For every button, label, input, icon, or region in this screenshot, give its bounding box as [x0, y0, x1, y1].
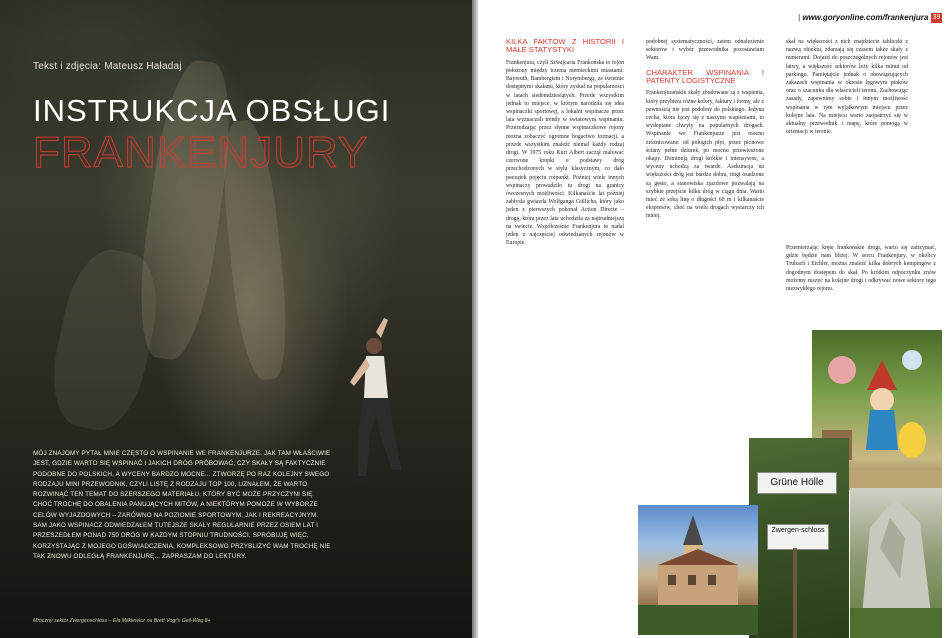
section-heading-history: KILKA FAKTÓW Z HISTORII I MAŁE STATYSTYKI	[506, 38, 624, 55]
text-column-2	[646, 38, 764, 498]
left-page-photo	[0, 0, 472, 638]
body-text: podobnej systematyczności, zatem odnalezienie sektorów i wybór przewodnika pozostawiam Wam.	[646, 39, 764, 62]
photo-caption: Mroczny sektor Zwergenschloss – Ela Milkiewicz na Brett Vogt's Geil-Weg 8+	[33, 618, 211, 624]
sign-board: Grüne Hölle	[757, 472, 837, 494]
body-text: Frankenjurańskie skały zbudowane są z wapienia, który przybiera różne kolory, faktury i formy, ale z pewnością nie jest podobny do polskiego. Jedyna cecha, która łączy się z naszymi wapieniami, to wydeptane chwyty na popularnych drogach. Wspinanie we Frankenjurze jest mocno zróżnicowane: od połogich płyt, przez pionowe ściany pełne dziurek, po mocno przewieszone okapy. Dominują drogi krótkie i intensywne, a wyceny uchodzą za twarde. Asekuracja na większości dróg jest bardzo dobra, ringi osadzone są gęsto, a stanowiska zjazdowe pozwalają na szybkie przejście kilku dróg w ciągu dnia. Warto mieć ze sobą linę o długości 60 m i kilkanaście ekspresów, choć na wielu drogach wystarczy ich mniej.	[646, 90, 764, 220]
intro-paragraph: MÓJ ZNAJOMY PYTAŁ MNIE CZĘSTO O WSPINANIE WE FRANKENJURZE. JAK TAM WŁAŚCIWIE JEST, GDZIE WARTO SIĘ WSPINAĆ I JAKICH DRÓG PRÓBOWAĆ, CZY SKAŁY SĄ FAKTYCZNIE PODOBNE DO POLSKICH, A WYCENY BARDZO MOCNE... ZTWORZĘ PO RAZ KOLEJNY SWEGO RODZAJU MINI PRZEWODNIK, CZYLI LISTĘ Z RODZAJU TOP 100, UZNAŁEM, ŻE WARTO ROZWINĄĆ TEN TEMAT DO SZERSZEGO MATERIAŁU, KTÓRY BYĆ MOŻE PRZYCZYNI SIĘ CHOĆ TROCHĘ DO OBALENIA PANUJĄCYCH MITÓW, A NIEKTÓRYM POMOŻE W WYBORZE CELÓW WYJAZDOWYCH – ZARÓWNO NA POZIOMIE SPORTOWYM, JAK I REKREACYJNYM. SAM JAKO WSPINACZ ODWIEDZAŁEM TUTEJSZE SKAŁY REGULARNIE PRZEZ OSIEM LAT I PRZESZEDŁEM PONAD 750 DRÓG W KAŻDYM STOPNIU TRUDNOŚCI, SPRÓBUJĘ WIĘC, KORZYSTAJĄC Z MOJEGO DOŚWIADCZENIA, KOMPLEKSOWO PRZYBLIŻYĆ WAM TROCHĘ NIE TAK ZNOWU ODLEGŁĄ FRANKENJURĘ... ZAPRASZAM DO LEKTURY.	[33, 450, 331, 560]
site-url: www.goryonline.com/frankenjura	[802, 13, 929, 22]
town-hall-photo	[638, 505, 758, 635]
rock-formation-photo	[850, 488, 942, 638]
text-column-1	[506, 38, 624, 638]
page-marker: 39	[932, 14, 941, 21]
article-title-outlined: FRANKENJURY	[33, 128, 369, 177]
trail-signs-photo	[749, 438, 849, 638]
article-title: INSTRUKCJA OBSŁUGI	[33, 93, 391, 128]
rock-illustration	[850, 488, 942, 638]
right-page	[478, 0, 950, 638]
body-text: skał na większości z nich znajdziecie tabliczki z nazwą obiektu, zdarzają się czasem także skały z numerami. Dojazd do poszczególnych rejonów jest łatwy, a większość sektorów leży kilka minut od parkingu. Pamiętajcie jednak o obowiązujących zakazach wspinania w okresie lęgowym ptaków oraz o szacunku dla właścicieli terenu. Zachowując zasady, zapewnimy sobie i innym możliwość wspinania w tym wyjątkowym miejscu przez kolejne lata. Na miejscu warto zaopatrzyć się w aktualny przewodnik i mapę, które pomogą w orientacji w terenie.	[786, 39, 908, 136]
section-heading-character: CHARAKTER WSPINANIA I PATENTY LOGISTYCZNE	[646, 67, 764, 86]
body-text: Przemierzając kręte frankońskie drogi, warto się zatrzymać, gdzie będzie nam bliżej. W sercu Frankenjury, w okolicy Trubach i Eichler, można znaleźć kilka dobrych kempingów z dogodnym dostępem do skał. Po krótkim odpoczynku znów możemy ruszyć na kolejne drogi i odkrywać nowe sektory tego niezwykłego rejonu.	[786, 245, 936, 293]
sign-post	[793, 548, 797, 638]
sign-board: Zwergen-schloss	[767, 524, 829, 550]
page-header-url: | www.goryonline.com/frankenjura	[798, 13, 929, 22]
text-column-3-bottom	[786, 244, 936, 326]
author-credit: Tekst i zdjęcia: Mateusz Haładaj	[33, 61, 182, 72]
climber-figure	[336, 312, 416, 502]
town-hall-illustration	[638, 505, 758, 635]
rock-texture	[42, 243, 167, 438]
body-text: Frankenjura, czyli Szwajcaria Frankońska to rejon położony między trzema niemieckimi miastami: Bayreuth, Bambergiem i Norymbergą, ze świetnie dostępnymi skałami, który zyskał na popularności w latach siedemdziesiątych. Przede wszystkim jednak to miejsce, w którym narodziła się idea wspinaczki sportowej, a lokalni wspinacze przez lata wyznaczali trendy w światowym wspinaniu. Przeżedzając przez słynne wspinaczkowe rejony można zobaczyć ogromne bogactwo formacji, a przede wszystkim znaleźć niemal każdy rodzaj drogi. W 1975 roku Kurt Albert zaczął malować czerwone kropki u podstawy dróg przechodzonych w stylu klasycznym, co dało początek pojęciu rotpunkt. Później wiele innych wspinaczy prowadziło tu drogi na granicy ówczesnych możliwości. Kilkanaście lat później zabłysła gwiazda Wolfganga Güllicha, który jako jeden z pierwszych pokonał Action Directe – drogę, która przez lata uchodziła za najtrudniejszą na świecie. Współcześnie Frankenjura to nadal jeden z najczęściej odwiedzanych rejonów w Europie.	[506, 59, 624, 247]
